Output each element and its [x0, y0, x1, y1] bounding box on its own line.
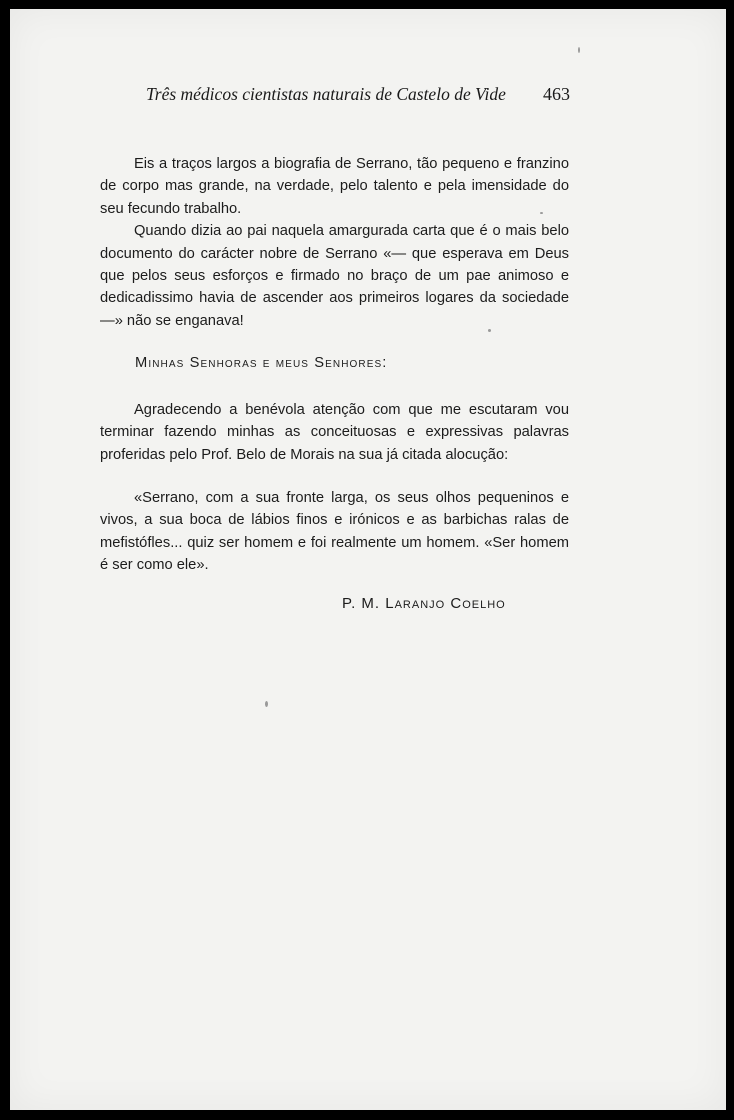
paragraph: Agradecendo a benévola atenção com que me escutaram vou terminar fazendo minhas as conceituosas e expressivas palavras proferidas pelo Prof. Belo de Morais na sua já citada alocução:	[100, 402, 569, 463]
body-text-quote	[100, 487, 569, 577]
paper-speck	[578, 47, 580, 53]
body-text-upper	[100, 153, 569, 332]
running-title: Três médicos cientistas naturais de Castelo de Vide	[146, 84, 506, 104]
body-text-middle	[100, 399, 569, 466]
running-header	[146, 84, 570, 105]
paragraph: Eis a traços largos a biografia de Serrano, tão pequeno e franzino de corpo mas grande, na verdade, pelo talento e pela imensidade do seu fecundo trabalho.	[100, 156, 569, 217]
page-number: 463	[543, 84, 570, 104]
salutation: Minhas Senhoras e meus Senhores:	[135, 355, 388, 371]
quotation: «Serrano, com a sua fronte larga, os seus olhos pequeninos e vivos, a sua boca de lábios finos e irónicos e as barbichas ralas de mefistófles... quiz ser homem e foi realmente um homem. «Ser homem é ser como ele».	[100, 490, 569, 574]
author-signature: P. M. Laranjo Coelho	[342, 595, 506, 612]
paper-speck	[265, 701, 268, 707]
paragraph: Quando dizia ao pai naquela amargurada carta que é o mais belo documento do carácter nobre de Serrano «— que esperava em Deus que pelos seus esforços e firmado no braço de um pae animoso e dedicadissimo havia de ascender aos primeiros logares da sociedade —» não se enganava!	[100, 223, 569, 329]
